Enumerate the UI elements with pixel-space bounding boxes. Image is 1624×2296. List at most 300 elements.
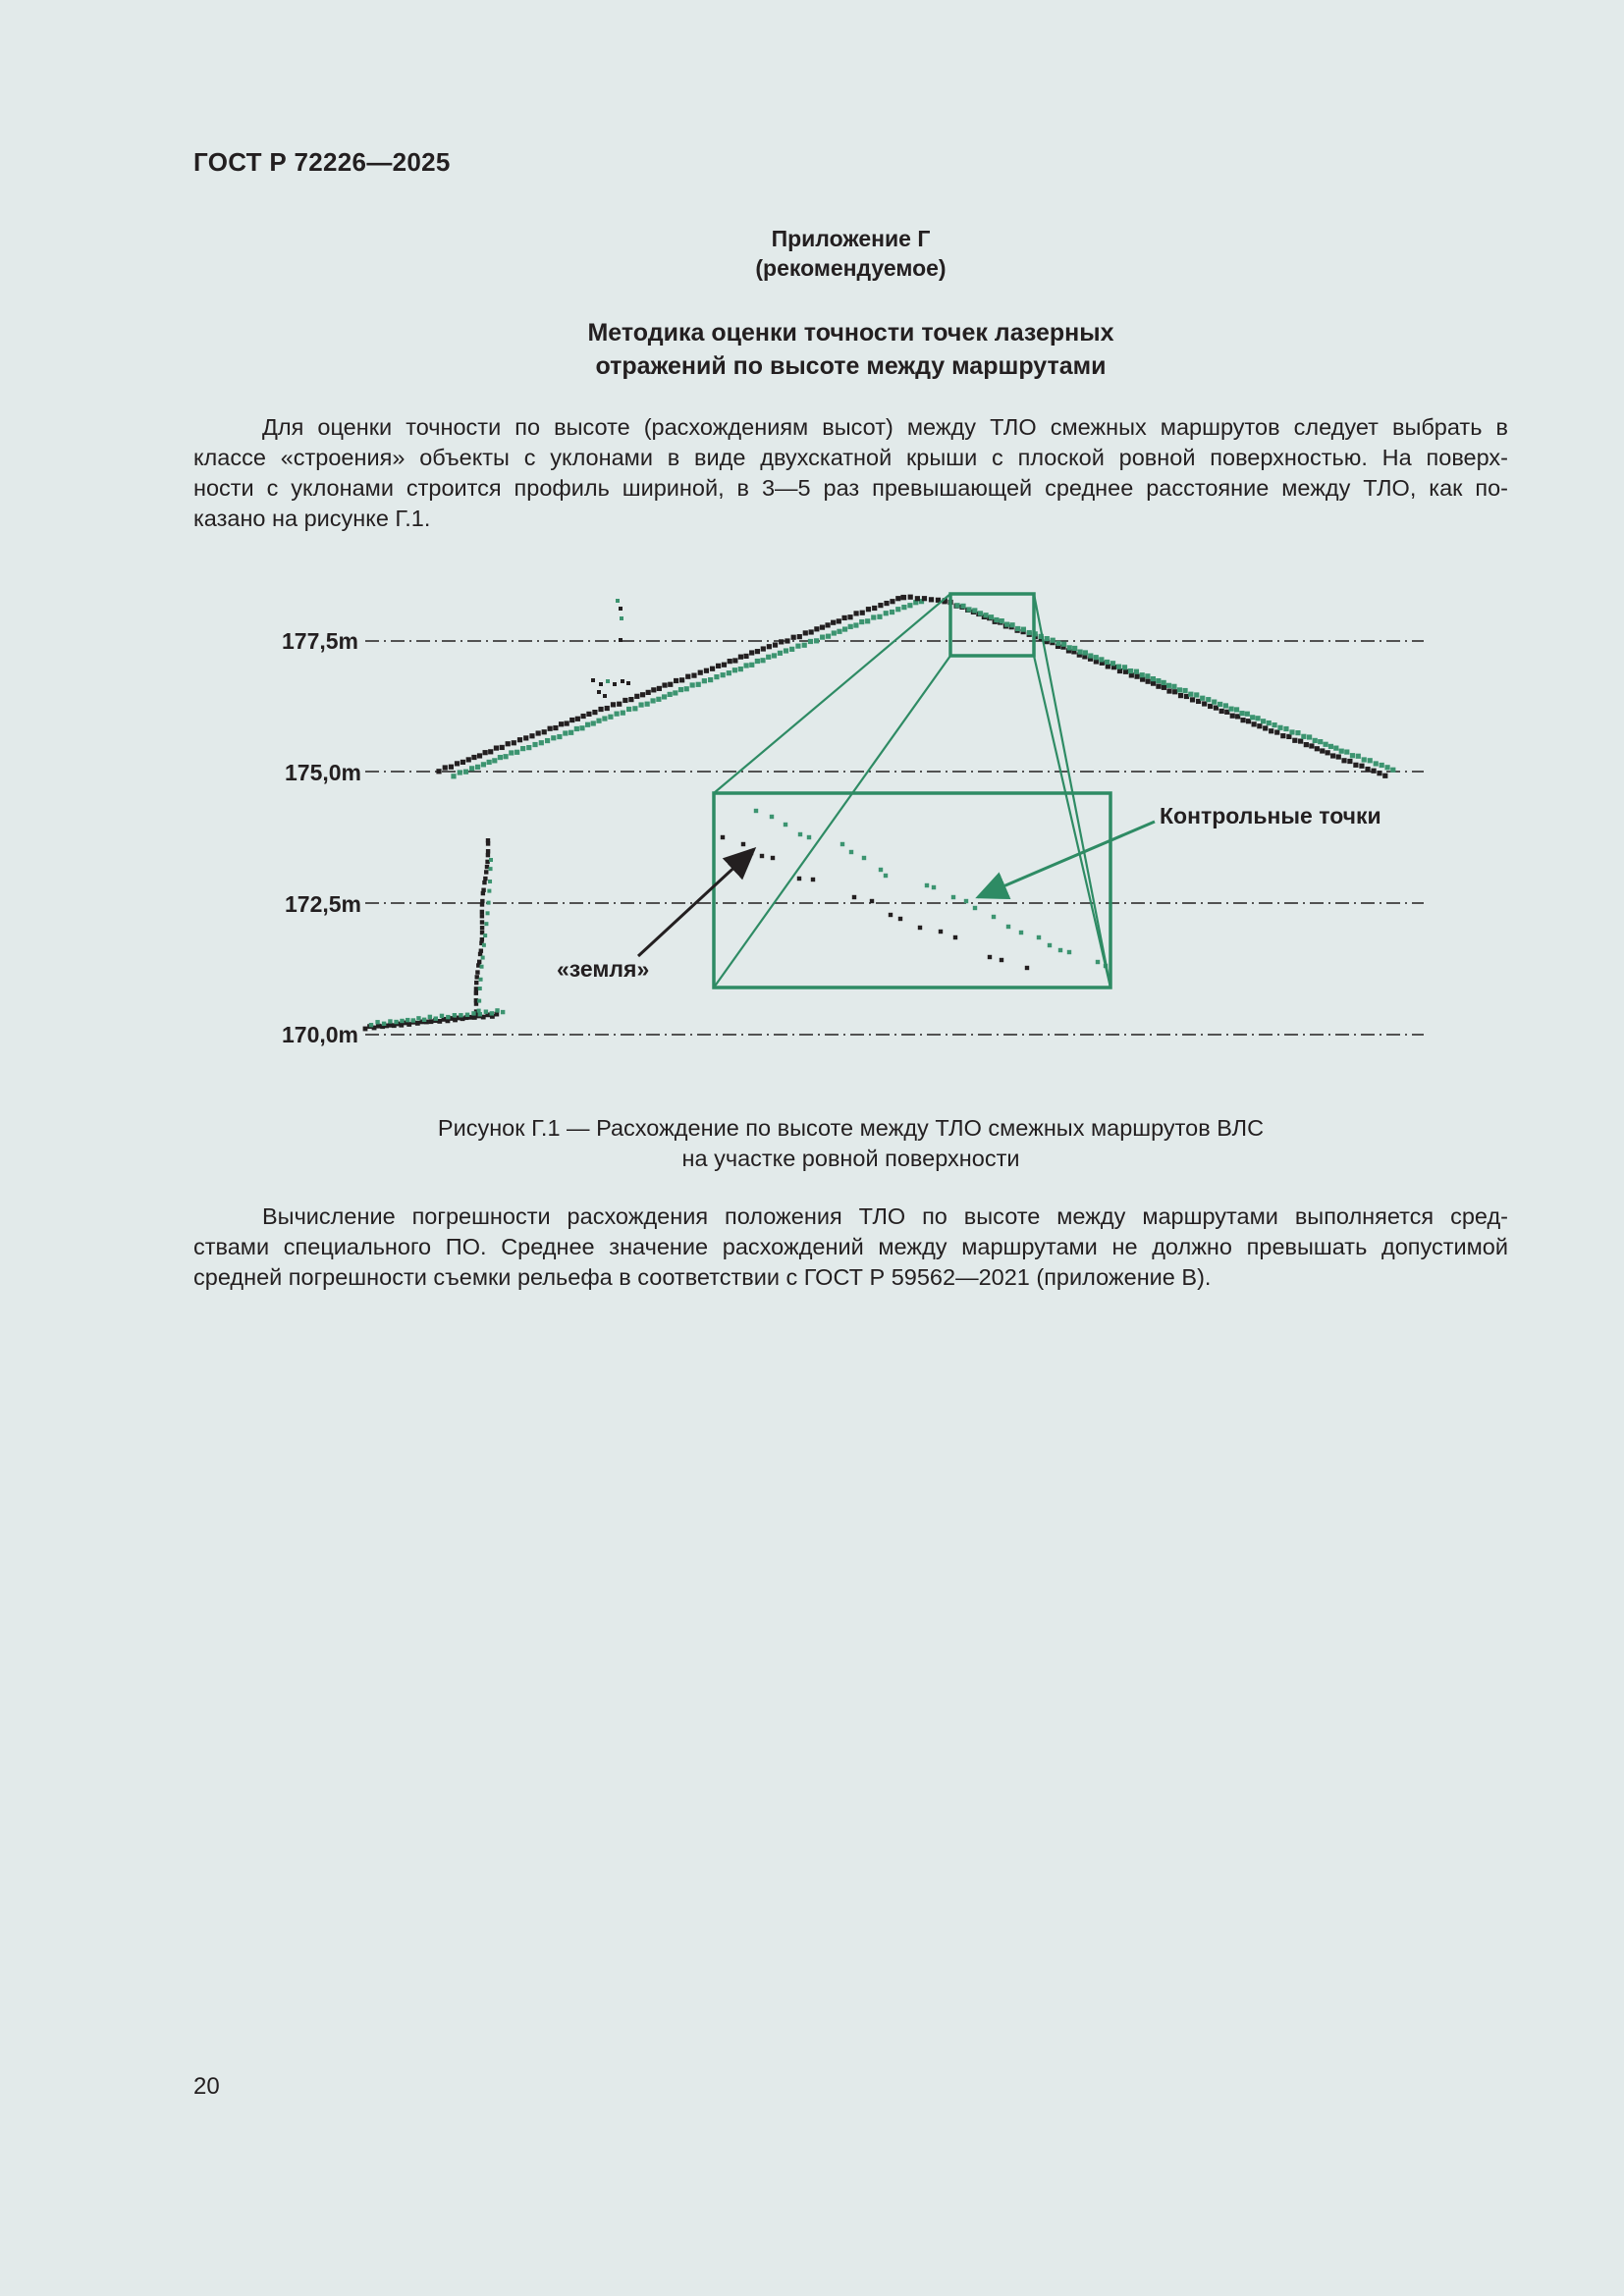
route-b-point — [1368, 758, 1373, 763]
route-a-point — [592, 710, 597, 715]
zoom-route-b-point — [932, 885, 936, 889]
route-b-point — [526, 745, 531, 750]
route-b-point — [1051, 638, 1056, 643]
route-a-point — [674, 678, 678, 683]
route-a-point — [617, 702, 622, 707]
route-b-point — [1099, 657, 1104, 662]
route-a-point — [506, 741, 511, 746]
wall-point — [485, 865, 489, 869]
route-b-point — [820, 635, 825, 640]
wall-point — [474, 981, 478, 985]
route-a-point — [809, 629, 814, 634]
route-a-point — [895, 596, 900, 601]
route-a-point — [575, 717, 580, 721]
route-b-point — [492, 758, 497, 763]
route-b-point — [966, 607, 971, 612]
route-b-point — [1272, 722, 1276, 727]
zoom-route-b-point — [992, 915, 996, 919]
route-b-point — [1021, 627, 1026, 632]
zoom-route-b-point — [849, 850, 853, 854]
route-a-point — [1347, 759, 1352, 764]
zoom-route-a-point — [918, 926, 922, 930]
route-a-point — [1263, 725, 1268, 730]
route-a-point — [512, 740, 516, 745]
route-b-point — [978, 611, 983, 615]
zoom-route-b-point — [925, 883, 929, 887]
route-b-point — [596, 719, 601, 723]
route-a-point — [542, 729, 547, 734]
stray-point — [613, 682, 617, 686]
route-b-point — [814, 638, 819, 643]
route-b-point — [602, 716, 607, 721]
route-b-point — [994, 617, 999, 622]
route-b-point — [702, 678, 707, 683]
route-a-point — [488, 749, 493, 754]
route-b-point — [1239, 711, 1244, 716]
route-a-point — [797, 634, 802, 639]
route-a-point — [662, 682, 667, 687]
route-a-point — [1341, 758, 1346, 763]
route-a-point — [1166, 688, 1171, 693]
zoom-route-a-point — [870, 899, 874, 903]
small-zoom-frame — [950, 594, 1034, 656]
wall-point — [484, 922, 488, 926]
route-a-point — [1190, 697, 1195, 702]
route-a-point — [553, 725, 558, 730]
route-b-point — [1105, 660, 1110, 665]
paragraph-line: Вычисление погрешности расхождения положения ТЛО по высоте между маршрутами выполняется сред- — [262, 1203, 1508, 1229]
route-b-point — [1245, 712, 1250, 717]
zoom-projection-line — [1034, 656, 1110, 988]
paragraph-line: классе «строения» объекты с уклонами в виде двухскатной крыши с плоской ровной поверхностью. На поверх- — [193, 445, 1508, 470]
wall-point — [486, 911, 490, 915]
route-b-point — [727, 670, 731, 675]
route-a-point — [860, 611, 865, 615]
ground-point — [394, 1020, 398, 1024]
route-b-point — [789, 647, 794, 652]
route-a-point — [779, 639, 784, 644]
route-a-point — [657, 686, 662, 691]
route-b-point — [1313, 738, 1318, 743]
route-a-point — [455, 761, 460, 766]
ground-point — [471, 1011, 475, 1015]
route-a-point — [698, 670, 703, 675]
wall-point — [477, 999, 481, 1003]
route-a-point — [466, 757, 471, 762]
route-a-point — [755, 649, 760, 654]
route-b-point — [475, 765, 480, 770]
route-b-point — [842, 626, 847, 631]
route-b-point — [1380, 763, 1384, 768]
ground-point — [434, 1016, 438, 1020]
route-a-point — [929, 597, 934, 602]
stray-point — [619, 607, 623, 611]
zoom-route-a-point — [898, 917, 902, 921]
route-a-point — [1178, 693, 1183, 698]
ground-point — [369, 1023, 373, 1027]
route-a-point — [679, 677, 684, 682]
route-b-point — [632, 706, 637, 711]
route-a-point — [831, 620, 836, 625]
wall-point — [489, 858, 493, 862]
route-b-point — [638, 702, 643, 707]
route-a-point — [872, 606, 877, 611]
wall-point — [480, 920, 484, 924]
route-b-point — [1289, 729, 1294, 734]
route-a-point — [915, 596, 920, 601]
route-b-point — [1004, 622, 1009, 627]
route-b-point — [696, 682, 701, 687]
route-b-point — [766, 655, 771, 660]
zoom-route-a-point — [721, 835, 725, 839]
route-b-point — [469, 766, 474, 771]
caption-line1: Рисунок Г.1 — Расхождение по высоте между ТЛО смежных маршрутов ВЛС — [437, 1115, 1265, 1141]
route-b-point — [1234, 707, 1239, 712]
route-a-point — [1252, 721, 1257, 726]
route-a-point — [722, 663, 727, 667]
route-b-point — [1194, 692, 1199, 697]
route-b-point — [1228, 707, 1233, 712]
large-zoom-frame — [714, 793, 1110, 988]
route-b-point — [890, 610, 894, 614]
route-b-point — [614, 712, 619, 717]
route-b-point — [1145, 673, 1150, 678]
route-b-point — [1094, 655, 1099, 660]
zoom-route-b-point — [807, 835, 811, 839]
wall-point — [487, 901, 491, 905]
wall-point — [486, 853, 490, 857]
route-b-point — [784, 648, 788, 653]
route-b-point — [1000, 618, 1004, 623]
route-b-point — [591, 721, 596, 725]
route-a-point — [1377, 771, 1381, 775]
document-header: ГОСТ Р 72226—2025 — [193, 147, 451, 177]
ground-label: «земля» — [557, 956, 650, 982]
appendix-status: (рекомендуемое) — [755, 255, 947, 281]
zoom-route-a-point — [760, 854, 764, 858]
ground-point — [465, 1013, 469, 1017]
route-b-point — [1128, 668, 1133, 673]
route-b-point — [481, 762, 486, 767]
route-a-point — [837, 618, 841, 623]
caption-line2: на участке ровной поверхности — [681, 1146, 1020, 1171]
route-a-point — [668, 682, 673, 687]
route-b-point — [865, 618, 870, 623]
route-a-point — [773, 642, 778, 647]
route-a-point — [640, 692, 645, 697]
route-b-point — [871, 614, 876, 619]
zoom-route-b-point — [840, 842, 844, 846]
route-b-point — [557, 734, 562, 739]
elevation-label-177-5: 177,5m — [281, 628, 358, 654]
route-a-point — [738, 655, 743, 660]
route-b-point — [1083, 650, 1088, 655]
route-a-point — [1286, 734, 1291, 739]
route-b-point — [1283, 726, 1288, 731]
wall-point — [474, 987, 478, 990]
route-b-point — [579, 725, 584, 730]
ground-point — [363, 1027, 368, 1032]
route-a-point — [732, 658, 737, 663]
route-a-point — [529, 733, 534, 738]
route-a-point — [767, 644, 772, 649]
ground-point — [453, 1013, 457, 1017]
route-b-point — [532, 742, 537, 747]
route-b-point — [1295, 730, 1300, 735]
route-b-point — [802, 643, 807, 648]
route-a-point — [820, 625, 825, 630]
route-b-point — [877, 614, 882, 619]
zoom-route-b-point — [964, 899, 968, 903]
route-b-point — [1134, 669, 1139, 674]
route-b-point — [795, 644, 800, 649]
route-b-point — [1333, 746, 1338, 751]
route-b-point — [832, 630, 837, 635]
route-a-point — [825, 622, 830, 627]
zoom-route-b-point — [770, 815, 774, 819]
route-b-point — [778, 651, 783, 656]
route-a-point — [1257, 723, 1262, 728]
route-b-point — [1151, 676, 1156, 681]
route-b-point — [1027, 630, 1032, 635]
route-a-point — [685, 674, 690, 679]
route-a-point — [565, 721, 569, 725]
route-b-point — [1061, 642, 1066, 647]
route-b-point — [826, 634, 831, 639]
route-a-point — [1151, 681, 1156, 686]
route-b-point — [772, 653, 777, 658]
appendix-title-line2: отражений по высоте между маршрутами — [595, 352, 1107, 380]
route-b-point — [568, 730, 573, 735]
route-b-point — [714, 674, 719, 679]
ground-point — [406, 1022, 411, 1027]
stray-point — [621, 679, 624, 683]
zoom-route-a-point — [811, 878, 815, 881]
route-a-point — [878, 603, 883, 608]
route-a-point — [1315, 746, 1320, 751]
route-b-point — [1362, 757, 1367, 762]
control-points-label: Контрольные точки — [1160, 803, 1381, 828]
route-b-point — [1261, 719, 1266, 723]
page-number: 20 — [193, 2073, 220, 2100]
zoom-route-b-point — [1019, 931, 1023, 934]
route-a-point — [853, 611, 858, 615]
zoom-route-a-point — [741, 842, 745, 846]
route-b-point — [656, 697, 661, 702]
zoom-route-a-point — [771, 856, 775, 860]
route-b-point — [732, 667, 737, 672]
route-a-point — [716, 664, 721, 668]
route-a-point — [761, 646, 766, 651]
route-b-point — [1009, 622, 1014, 627]
route-b-point — [463, 770, 468, 774]
route-b-point — [1177, 687, 1182, 692]
route-b-point — [1140, 672, 1145, 677]
ground-point — [422, 1018, 426, 1022]
paragraph-line: Для оценки точности по высоте (расхождениям высот) между ТЛО смежных маршрутов следует выбрать в — [262, 414, 1508, 440]
route-a-point — [1280, 733, 1285, 738]
route-a-point — [785, 638, 789, 643]
route-a-point — [1172, 689, 1177, 694]
route-a-point — [704, 668, 709, 673]
route-b-point — [1088, 653, 1093, 658]
zoom-frames — [714, 594, 1110, 988]
elevation-label-175-0: 175,0m — [284, 760, 361, 785]
route-a-point — [900, 595, 905, 600]
route-b-point — [1356, 754, 1361, 759]
route-b-point — [895, 607, 900, 612]
route-b-point — [1350, 753, 1355, 758]
zoom-route-b-point — [1067, 950, 1071, 954]
route-b-point — [1344, 749, 1349, 754]
ground-point — [382, 1022, 386, 1026]
route-a-point — [494, 745, 499, 750]
route-a-point — [605, 706, 610, 711]
zoom-route-b-point — [754, 809, 758, 813]
route-a-point — [1123, 669, 1128, 674]
route-a-point — [1156, 684, 1161, 689]
route-b-point — [545, 738, 550, 743]
route-b-point — [1200, 696, 1205, 701]
route-b-point — [972, 608, 977, 613]
route-a-point — [1304, 742, 1309, 747]
ground-point — [406, 1018, 409, 1022]
route-b-point — [1212, 699, 1217, 704]
ground-point — [376, 1024, 381, 1029]
route-b-point — [738, 667, 743, 671]
route-b-point — [690, 682, 695, 687]
route-b-point — [1110, 661, 1115, 666]
stray-point — [626, 681, 630, 685]
route-b-point — [451, 774, 456, 778]
route-a-point — [1382, 774, 1387, 778]
route-a-point — [651, 687, 656, 692]
route-b-point — [1218, 702, 1222, 707]
route-a-point — [908, 595, 913, 600]
zoom-route-b-point — [1037, 935, 1041, 939]
zoom-route-a-point — [953, 935, 957, 939]
route-b-point — [1277, 725, 1282, 730]
route-b-point — [1255, 716, 1260, 721]
route-a-point — [1336, 754, 1341, 759]
route-a-point — [691, 673, 696, 678]
route-a-point — [803, 630, 808, 635]
ground-point — [388, 1019, 392, 1023]
route-b-point — [645, 702, 650, 707]
zoom-route-a-point — [1025, 966, 1029, 970]
route-a-point — [847, 614, 852, 619]
route-a-point — [586, 712, 591, 717]
route-b-point — [608, 715, 613, 720]
ground-point — [501, 1010, 505, 1014]
route-a-point — [1330, 753, 1335, 758]
elevation-label-170-0: 170,0m — [281, 1022, 358, 1047]
route-b-point — [539, 740, 544, 745]
ground-point — [459, 1013, 462, 1017]
route-a-point — [814, 626, 819, 631]
ground-point — [429, 1019, 434, 1024]
route-a-point — [749, 650, 754, 655]
route-b-point — [1301, 734, 1306, 739]
wall-point — [474, 990, 478, 994]
route-b-point — [1056, 641, 1060, 646]
figure-annotations — [557, 803, 1381, 982]
zoom-route-b-point — [784, 823, 787, 827]
route-a-point — [728, 659, 732, 664]
stray-point — [616, 599, 620, 603]
ground-point — [415, 1021, 420, 1026]
route-a-point — [569, 718, 574, 722]
zoom-route-a-point — [889, 913, 893, 917]
route-a-point — [1230, 714, 1235, 719]
route-a-point — [460, 760, 465, 765]
zoom-route-a-point — [852, 895, 856, 899]
route-b-point — [960, 604, 965, 609]
route-b-point — [1390, 768, 1395, 773]
route-b-point — [859, 619, 864, 624]
route-a-point — [477, 753, 482, 758]
route-a-point — [628, 697, 633, 702]
route-b-point — [848, 624, 853, 629]
route-a-point — [471, 755, 476, 760]
route-b-point — [514, 750, 519, 755]
wall-point — [475, 975, 479, 979]
elevation-gridlines — [365, 641, 1424, 1035]
route-a-point — [1269, 728, 1273, 733]
wall-point — [489, 867, 493, 871]
route-b-point — [884, 611, 889, 615]
stray-point — [597, 690, 601, 694]
wall-point — [488, 880, 492, 883]
route-b-point — [1122, 665, 1127, 669]
route-a-point — [743, 654, 748, 659]
route-b-point — [749, 663, 754, 667]
route-a-point — [500, 745, 505, 750]
ground-point — [416, 1016, 420, 1020]
route-a-point — [517, 737, 522, 742]
zoom-route-a-point — [797, 877, 801, 881]
ground-point — [400, 1019, 404, 1023]
route-b-point — [901, 605, 906, 610]
route-a-point — [580, 714, 585, 719]
wall-point — [484, 870, 488, 874]
route-b-point — [1077, 649, 1082, 654]
control-points-arrow — [978, 822, 1155, 897]
route-a-point — [1320, 748, 1325, 753]
wall-point — [487, 889, 491, 893]
wall-point — [475, 970, 479, 974]
zoom-route-b-point — [951, 895, 955, 899]
wall-point — [479, 978, 483, 982]
route-b-point — [983, 613, 988, 617]
stray-point — [620, 616, 623, 620]
route-b-point — [1045, 636, 1050, 641]
stray-point — [619, 638, 623, 642]
route-a-point — [1162, 685, 1166, 690]
route-a-point — [611, 702, 616, 707]
route-b-point — [1206, 697, 1211, 702]
zoom-route-a-point — [1000, 958, 1003, 962]
route-a-point — [483, 750, 488, 755]
route-b-point — [662, 694, 667, 699]
route-a-point — [1309, 743, 1314, 748]
route-a-point — [922, 596, 927, 601]
wall-point — [477, 1009, 481, 1013]
appendix-title-line1: Методика оценки точности точек лазерных — [587, 319, 1114, 347]
wall-point — [480, 902, 484, 906]
zoom-route-b-point — [1006, 925, 1010, 929]
ground-point — [446, 1015, 450, 1019]
